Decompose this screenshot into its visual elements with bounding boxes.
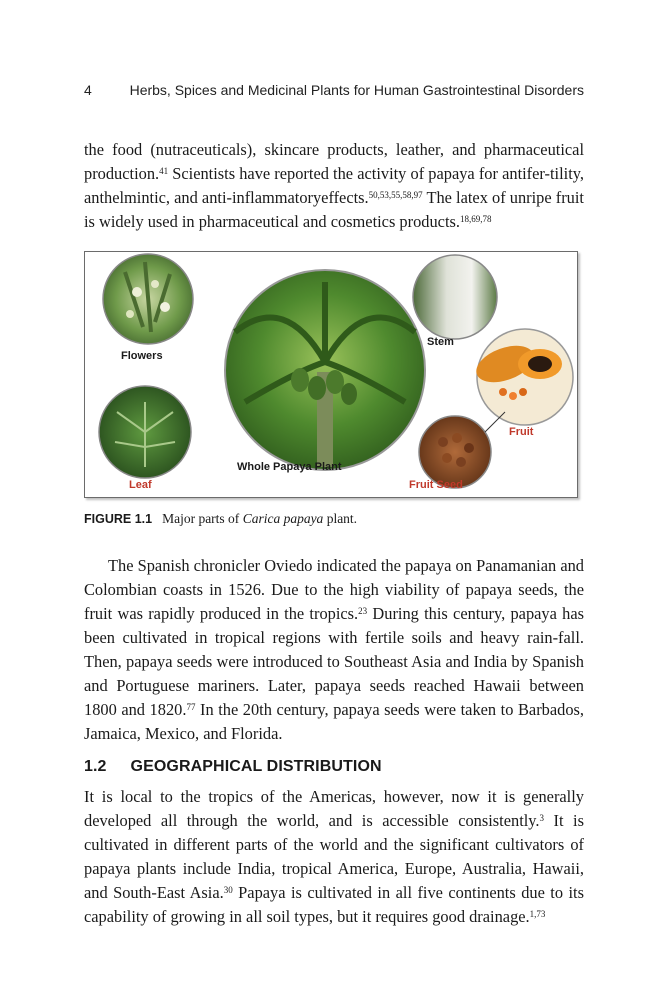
figure-caption-text: plant.: [323, 511, 358, 526]
citation: 50,53,55,58,97: [368, 190, 423, 200]
figure-caption-text: Major parts of: [162, 511, 243, 526]
paragraph-text: It is local to the tropics of the Americas, however, now it is generally developed all through the world, and is accessible consistently.: [84, 787, 584, 830]
citation: 1,73: [529, 909, 546, 919]
citation: 23: [358, 606, 368, 616]
section-heading: [84, 758, 382, 776]
paragraph-text: The Spanish chronicler Oviedo indicated the papaya on Panamanian and Colombian coasts in 1526. Due to the high viability of papaya seeds, the fruit was rapidly produced in the tropics.: [84, 556, 584, 623]
leaf-photo: [99, 386, 191, 478]
fruit-photo: [471, 329, 573, 425]
figure-caption-species: Carica papaya: [242, 511, 324, 526]
paragraph-intro: [84, 138, 584, 234]
figure-caption-label: FIGURE 1.1: [84, 512, 153, 526]
paragraph-text: In the 20th century, papaya seeds were taken to Barbados, Jamaica, Mexico, and Florida.: [84, 700, 584, 743]
citation: 77: [186, 702, 196, 712]
paragraph-text: Scientists have reported the activity of papaya for antifer-tility, anthelmintic, and anti-inflammatoryeffects.: [84, 164, 584, 207]
label-whole-plant: Whole Papaya Plant: [237, 461, 342, 473]
paragraph-text: During this century, papaya has been cultivated in tropical regions with fertile soils and heavy rain-fall. Then, papaya seeds were introduced to Southeast Asia and India by Spanish and Portuguese mariners. Later, papaya seeds reached Hawaii between 1800 and 1820.: [84, 604, 584, 719]
paragraph-distribution: [84, 785, 584, 929]
running-title: Herbs, Spices and Medicinal Plants for Human Gastrointestinal Disorders: [129, 82, 584, 98]
stem-photo: [413, 255, 497, 339]
paragraph-text: It is cultivated in different parts of the world and the significant cultivators of papaya plants include India, tropical America, Europe, Australia, Hawaii, and South-East Asia.: [84, 811, 584, 902]
section-title: GEOGRAPHICAL DISTRIBUTION: [130, 758, 382, 775]
section-number: 1.2: [84, 758, 107, 775]
paragraph-history: [84, 554, 584, 746]
paragraph-text: Papaya is cultivated in all five continents due to its capability of growing in all soil types, but it requires good drainage.: [84, 883, 584, 926]
label-flowers: Flowers: [121, 350, 163, 362]
page-header: [84, 82, 584, 102]
whole-plant-photo: [225, 270, 425, 470]
paragraph-text: The latex of unripe fruit is widely used in pharmaceutical and cosmetics products.: [84, 188, 584, 231]
citation: 18,69,78: [459, 214, 492, 224]
citation: 41: [159, 166, 169, 176]
papaya-parts-figure: [84, 251, 578, 498]
page-number: 4: [84, 82, 92, 98]
figure-caption: [84, 511, 357, 527]
fruit-seed-photo: [419, 416, 491, 488]
citation: 3: [539, 813, 545, 823]
label-leaf: Leaf: [129, 479, 152, 491]
flowers-photo: [103, 254, 193, 344]
label-fruit: Fruit: [509, 426, 534, 438]
citation: 30: [223, 885, 233, 895]
paragraph-text: the food (nutraceuticals), skincare products, leather, and pharmaceutical production.: [84, 140, 584, 183]
label-fruit-seed: Fruit Seed: [409, 479, 463, 491]
label-stem: Stem: [427, 336, 454, 348]
